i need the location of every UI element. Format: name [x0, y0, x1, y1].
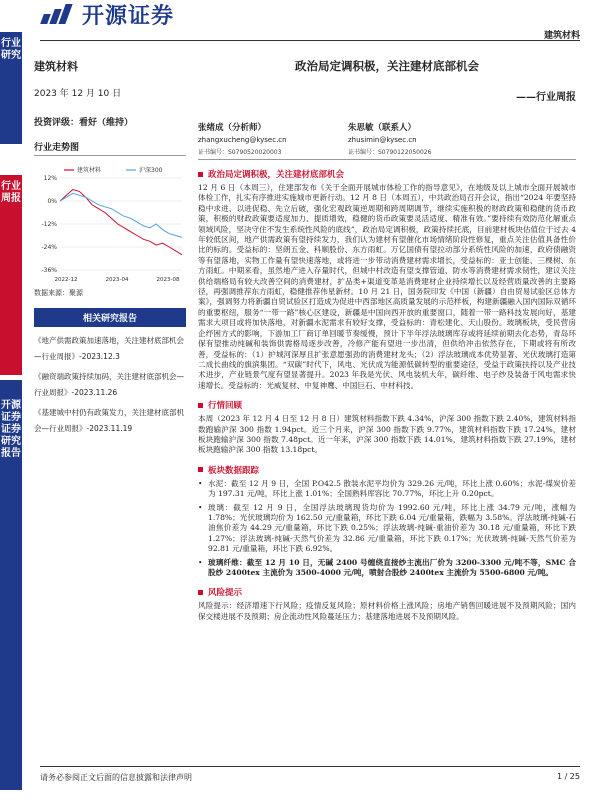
- related-report-item[interactable]: 《融资端政策持续加码，关注建材底部机会—行业周报》-2023.11.26: [34, 372, 184, 397]
- main-content: [198, 58, 576, 622]
- x-tick-label: 2023-04: [105, 277, 129, 283]
- bullet-icon: •: [198, 502, 203, 512]
- data-item-glass: [198, 503, 576, 555]
- data-item-cement: [198, 479, 576, 500]
- y-tick-label: 12%: [43, 175, 57, 182]
- related-report-item[interactable]: 《基建城中村仍有政策发力，关注建材底部机会—行业周报》-2023.11.19: [34, 408, 184, 433]
- side-strip-broker: 开源证券 证券研究报告: [0, 380, 22, 790]
- author-email[interactable]: zhangxucheng@kysec.cn: [198, 136, 287, 144]
- author-email[interactable]: zhusimin@kysec.cn: [348, 136, 417, 144]
- section-heading-text: 风险提示: [208, 588, 243, 599]
- series-line-building-materials: [60, 190, 182, 255]
- square-bullet-icon: [198, 172, 203, 177]
- authors-divider: [198, 159, 576, 160]
- author-2: [348, 121, 498, 156]
- logo-text: 开源证券: [82, 3, 175, 29]
- section-body-view: 12 月 6 日（本周三），住建部发布《关于全面开展城市体检工作的指导意见》，在地级及以上城市全面开展城市体检工作，扎实有序推进实施城市更新行动。12 月 8 日（本周五），中共政治局召开会议，指出“2024 年要坚持稳中求进、以进促稳、先立后破，强化宏观政策逆周期和跨周期调节，继续实施积极的财政政策和稳健的货币政策，积极的财政政策要适度加力、提质增效，稳健的货币政策要灵活适度、精准有效。”要持续有效防范化解重点领域风险，坚决守住不发生系统性风险的底线”，政治局定调积极，政策持续托底，目前建材板块估值位于过去 4 年较低区间，地产供需政策有望持续发力，我们认为建材有望催化市场情绪阶段性修复，重点关注估值具备性价比的标的。受益标的：坚朗五金、科顺股份、东方雨虹。万亿国债有望拉动部分系统性风险的加速，政府债融资等有望落地，实物工作量有望快速落地，或将进一步带动消费建材需求增长，受益标的：亚士创能、三棵树、东方雨虹。中期来看，虽然地产进入存量时代，但城中村改造有望支撑管道、防水等消费建材需求韧性，建议关注供给端格局有较大改善空间的消费建材，扩品类+渠道变革是消费建材企业持续增长以及经营质量改善的主要路径，再强调推荐东方雨虹，稳健推荐伟星新材。10 月 21 日，国务院印发《中国（新疆）自由贸易试验区总体方案》，强调努力将新疆自贸试验区打造成为促进中西部地区高质量发展的示范样板，构建新疆融入国内国际双循环的重要枢纽，服务“一带一路”核心区建设，新疆是中国向西开放的重要窗口，随着一带一路科技发展向好，基建需求大项目或将加快落地，对新疆水泥需求有较好支撑，受益标的：青松建化、天山股份。玻璃板块，受民营房企纾困方式的影响，下游加工厂商订单回暖节奏缓慢，预计下半年浮法玻璃库存或将延续前期去化态势，青岛环保有望推动纯碱和装饰供需格局逐步改善，冷修产能有望进一步出清，但供给冲击依然存在，下期或将有所改善，受益标的：（1）护城河深厚且扩张意愿强劲的消费建材龙头；（2）浮法玻璃成本优势显著、光伏玻璃打造第二成长曲线的旗滨集团。“双碳”时代下，风电、光伏成为能源低碳转型的重要途径，受益于政策扶持以及产业技术进步，产业链景气度有望显著提升。2023 年我是光伏、风电装机大年，碳纤维、电子纱及装备于风电需求快速增长。受益标的：光威复材、中复神鹰、中国巨石、中材科技。: [198, 183, 576, 390]
- left-column: [34, 58, 186, 441]
- side-strip-weekly: 行业周报: [0, 175, 22, 375]
- data-item-text: 玻璃：截至 12 月 9 日，全国浮法玻璃现货均价为 1992.60 元/吨，环比上涨 34.79 元/吨，涨幅为 1.78%；光伏玻璃均价为 162.50 元/重量箱，环比下跌 6.04 元/重量箱，跌幅为 3.58%。浮法玻璃-纯碱-石油焦价差为 44.29 元/重量箱，环比下跌 0.25%；浮法玻璃-纯碱-重油价差为 30.18 元/重量箱，环比下跌 1.27%；浮法玻璃-纯碱-天然气价差为 32.86 元/重量箱，环比下跌 0.17%；光伏玻璃-纯碱-天然气价差为 92.81 元/重量箱，环比下跌 6.92%。: [208, 502, 576, 554]
- investment-rating: 投资评级：看好（维持）: [34, 118, 134, 128]
- data-source: 数据来源：聚源: [34, 289, 83, 297]
- related-reports-list: [34, 333, 186, 437]
- author-cert: 证书编号：S0790520020003: [198, 149, 282, 156]
- report-subtitle: ——行业周报: [516, 92, 576, 103]
- section-heading-view: [198, 168, 576, 180]
- authors: [198, 121, 576, 156]
- related-reports-header: 相关研究报告: [34, 308, 186, 327]
- data-item-text: 玻璃纤维：截至 12 月 10 日，无碱 2400 号缠绕直接纱主流出厂价为 3200-3300 元/吨不等，SMC 合股纱 2400tex 主流价为 3500-4000 元/吨，喷射合股纱 2400tex 主流价为 5500-6800 元/吨。: [208, 557, 576, 577]
- legend-label: 沪深300: [139, 167, 163, 174]
- report-title: 政治局定调积极，关注建材底部机会: [295, 59, 479, 73]
- section-body-market: 本周（2023 年 12 月 4 日至 12 月 8 日）建筑材料指数下跌 4.34%，沪深 300 指数下跌 2.40%，建筑材料指数跑输沪深 300 指数 1.94pct。近三个月来，沪深 300 指数下跌 9.77%，建筑材料指数下跌 17.24%，建材板块跑输沪深 300 指数 7.48pct。近一年来，沪深 300 指数下跌 14.01%，建筑材料指数下跌 27.19%，建材板块跑输沪深 300 指数 13.18pct。: [198, 414, 576, 455]
- related-report-item[interactable]: 《地产供需政策加速落地，关注建材底部机会—行业周报》-2023.12.3: [34, 336, 184, 361]
- bullet-icon: •: [198, 557, 203, 567]
- trend-chart-svg: [34, 164, 186, 284]
- section-heading-text: 政治局定调积极，关注建材底部机会: [208, 170, 345, 180]
- bullet-icon: •: [198, 478, 203, 488]
- logo: [40, 0, 174, 28]
- footer-disclaimer: 请务必参阅正文后面的信息披露和法律声明: [40, 773, 192, 782]
- author-1: [198, 121, 348, 156]
- author-name: 张绪成（分析师）: [198, 123, 267, 133]
- square-bullet-icon: [198, 467, 203, 472]
- section-heading-market: [198, 399, 576, 411]
- data-item-text: 水泥：截至 12 月 9 日，全国 P.O42.5 散装水泥平均价为 329.26 元/吨，环比上涨 0.60%；水泥-煤炭价差为 197.31 元/吨，环比上涨 1.01%；全国熟料库容比 70.77%，环比上升 0.20pct。: [208, 478, 576, 499]
- section-body-risk: 风险提示：经济增速下行风险；疫情反复风险；原材料价格上涨风险；房地产销售回暖进展不及预期风险；国内保交楼进展不及预期；房企流动性风险蔓延压力；基建落地进展不及预期风险。: [198, 601, 576, 621]
- section-heading-risk: [198, 586, 576, 598]
- x-tick-label: 2023-08: [156, 277, 180, 283]
- footer-divider: [40, 766, 580, 767]
- section-heading-text: 行情回顾: [208, 401, 243, 412]
- header-divider: [40, 40, 580, 41]
- section-heading-text: 板块数据跟踪: [208, 465, 260, 476]
- trend-divider: [34, 155, 186, 156]
- section-heading-data: [198, 464, 576, 476]
- author-cert: 证书编号：S0790122050026: [348, 149, 432, 156]
- x-tick-label: 2022-12: [54, 277, 78, 283]
- author-name: 朱思敏（联系人）: [348, 123, 417, 133]
- legend-label: 建筑材料: [77, 167, 102, 174]
- trend-chart: [34, 164, 186, 284]
- data-item-fiberglass: [198, 558, 576, 579]
- y-tick-label: 0%: [47, 198, 57, 205]
- series-line-csi300: [60, 193, 182, 237]
- y-tick-label: -36%: [41, 267, 57, 274]
- page-number: 1 / 25: [556, 772, 580, 781]
- side-strip-research: 行业研究: [0, 32, 22, 144]
- y-tick-label: -24%: [41, 244, 57, 251]
- report-date: 2023 年 12 月 10 日: [34, 89, 122, 99]
- square-bullet-icon: [198, 403, 203, 408]
- sector-name: 建筑材料: [34, 60, 78, 73]
- logo-mark-icon: [40, 4, 76, 24]
- square-bullet-icon: [198, 590, 203, 595]
- trend-chart-title: 行业走势图: [34, 143, 80, 153]
- header-sector-tag: 建筑材料: [543, 31, 580, 41]
- y-tick-label: -12%: [41, 221, 57, 228]
